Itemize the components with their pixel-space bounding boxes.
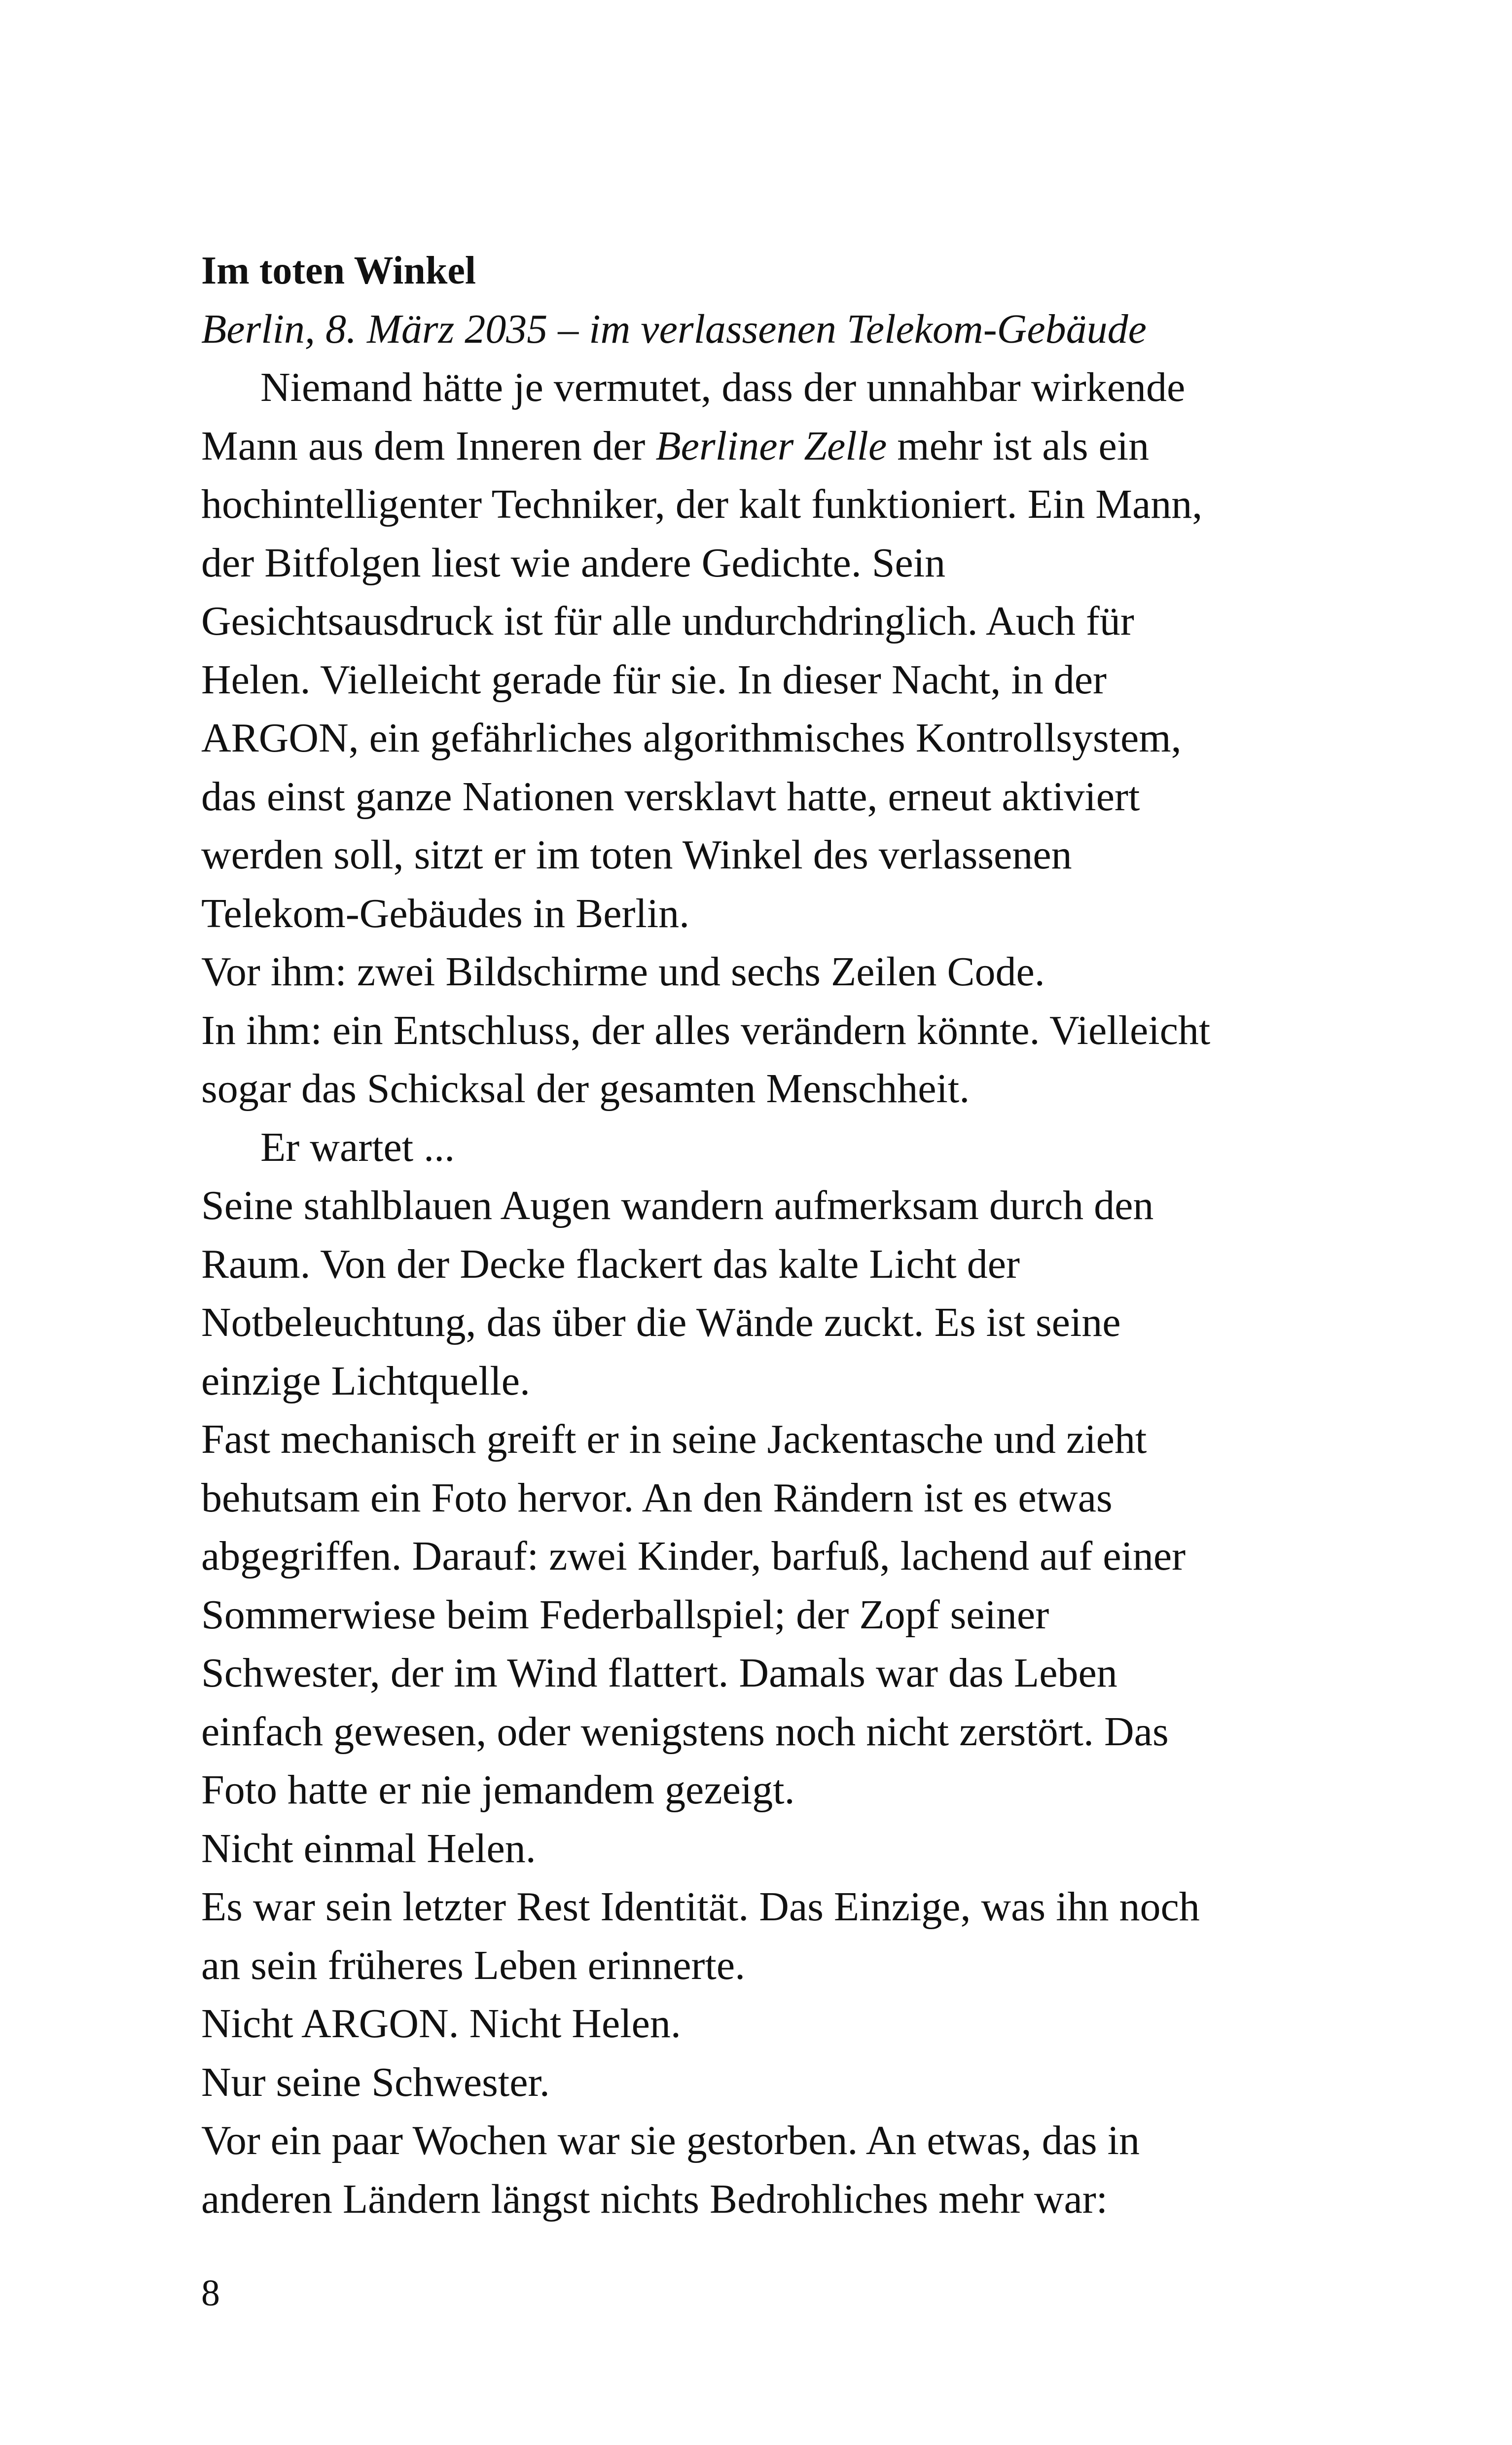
text-line: hochintelligenter Techniker, der kalt funktioniert. Ein Mann, bbox=[201, 481, 1203, 527]
text-line: Nicht einmal Helen. bbox=[201, 1825, 536, 1871]
text-line: Er wartet ... bbox=[260, 1124, 455, 1170]
text-line: Nicht ARGON. Nicht Helen. bbox=[201, 2001, 681, 2047]
text-line: einfach gewesen, oder wenigstens noch nicht zerstört. Das bbox=[201, 1708, 1169, 1755]
text-line: abgegriffen. Darauf: zwei Kinder, barfuß, lachend auf einer bbox=[201, 1533, 1186, 1579]
text-line: In ihm: ein Entschluss, der alles verändern könnte. Vielleicht bbox=[201, 1007, 1211, 1053]
text-line: Telekom-Gebäudes in Berlin. bbox=[201, 890, 690, 936]
text-segment: mehr ist als ein bbox=[887, 423, 1150, 469]
italic-term: Berliner Zelle bbox=[655, 423, 887, 469]
text-line: werden soll, sitzt er im toten Winkel des verlassenen bbox=[201, 832, 1072, 878]
text-line: Niemand hätte je vermutet, dass der unnahbar wirkende bbox=[260, 364, 1186, 410]
text-line: Nur seine Schwester. bbox=[201, 2059, 550, 2105]
text-line: Sommerwiese beim Federballspiel; der Zopf seiner bbox=[201, 1591, 1049, 1638]
chapter-title: Im toten Winkel bbox=[201, 249, 476, 292]
text-line: behutsam ein Foto hervor. An den Rändern ist es etwas bbox=[201, 1474, 1113, 1521]
text-line: Vor ihm: zwei Bildschirme und sechs Zeilen Code. bbox=[201, 949, 1045, 995]
text-line: der Bitfolgen liest wie andere Gedichte. Sein bbox=[201, 539, 946, 586]
text-segment: Mann aus dem Inneren der bbox=[201, 423, 656, 469]
text-line: einzige Lichtquelle. bbox=[201, 1358, 531, 1404]
text-line: Seine stahlblauen Augen wandern aufmerksam durch den bbox=[201, 1183, 1154, 1228]
text-line: Es war sein letzter Rest Identität. Das Einzige, was ihn noch bbox=[201, 1884, 1200, 1930]
text-line: Helen. Vielleicht gerade für sie. In dieser Nacht, in der bbox=[201, 656, 1107, 703]
text-line: Notbeleuchtung, das über die Wände zuckt. Es ist seine bbox=[201, 1299, 1121, 1345]
text-line: an sein früheres Leben erinnerte. bbox=[201, 1942, 746, 1988]
text-line: ARGON, ein gefährliches algorithmisches Kontrollsystem, bbox=[201, 715, 1182, 761]
text-line: Fast mechanisch greift er in seine Jackentasche und zieht bbox=[201, 1416, 1147, 1462]
text-line: sogar das Schicksal der gesamten Menschheit. bbox=[201, 1066, 970, 1112]
text-line: Vor ein paar Wochen war sie gestorben. An etwas, das in bbox=[201, 2118, 1140, 2163]
text-line: Foto hatte er nie jemandem gezeigt. bbox=[201, 1767, 795, 1813]
text-line: anderen Ländern längst nichts Bedrohliches mehr war: bbox=[201, 2176, 1108, 2222]
text-line bbox=[201, 417, 1286, 476]
text-line: Raum. Von der Decke flackert das kalte Licht der bbox=[201, 1241, 1020, 1287]
page-number: 8 bbox=[201, 2272, 220, 2314]
text-line: Gesichtsausdruck ist für alle undurchdringlich. Auch für bbox=[201, 598, 1134, 644]
text-line: Schwester, der im Wind flattert. Damals war das Leben bbox=[201, 1650, 1117, 1696]
chapter-subtitle: Berlin, 8. März 2035 – im verlassenen Telekom-Gebäude bbox=[201, 306, 1147, 352]
page-text bbox=[201, 242, 1286, 2229]
text-line: das einst ganze Nationen versklavt hatte, erneut aktiviert bbox=[201, 773, 1140, 820]
